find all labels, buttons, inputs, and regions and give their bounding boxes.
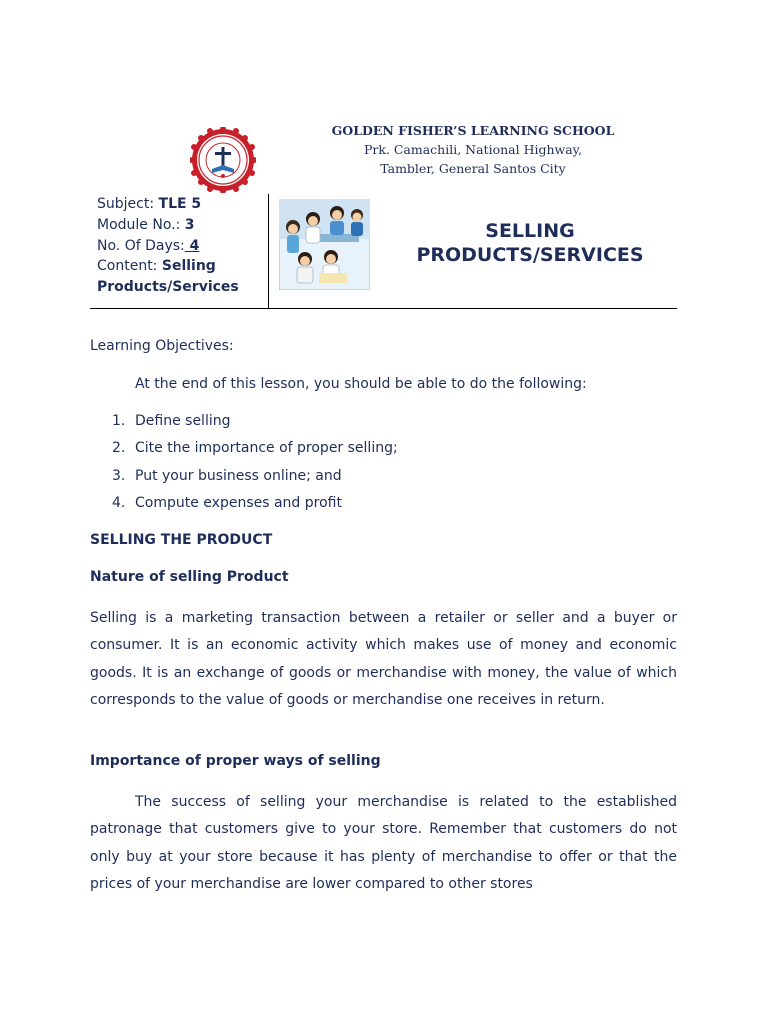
school-address-line2: Tambler, General Santos City — [380, 161, 566, 176]
content-value: Selling — [161, 258, 216, 275]
objectives-label: Learning Objectives: — [90, 338, 234, 354]
subject-value: TLE 5 — [158, 196, 202, 212]
objectives-intro: At the end of this lesson, you should be able to do the following: — [135, 376, 587, 392]
subject-row: Subject: TLE 5 — [97, 196, 202, 212]
module-title — [400, 219, 660, 267]
list-item: 2. Cite the importance of proper selling; — [112, 440, 398, 457]
module-value: 3 — [184, 216, 195, 233]
children-illustration — [279, 199, 370, 290]
school-seal-icon — [190, 127, 256, 193]
horizontal-divider — [90, 308, 677, 309]
school-name: GOLDEN FISHER’S LEARNING SCHOOL — [331, 123, 615, 138]
title-line2: PRODUCTS/SERVICES — [416, 244, 644, 266]
list-item: 3. Put your business online; and — [112, 467, 342, 484]
importance-paragraph: The success of selling your merchandise is related to the established patronage that customers give to your store. Remember that customers do not only buy at your store because it has plenty of merchandise to offer or that the prices of your merchandise are lower compared to other stores — [90, 794, 677, 892]
objectives-list — [112, 413, 398, 522]
list-item: 1. Define selling — [112, 413, 231, 429]
content-row-2: Products/Services — [97, 279, 239, 296]
days-row: No. Of Days: 4 — [97, 237, 200, 254]
school-address-line1: Prk. Camachili, National Highway, — [363, 142, 583, 157]
section-heading: SELLING THE PRODUCT — [90, 532, 273, 548]
module-row: Module No.: 3 — [97, 216, 195, 233]
school-header — [290, 122, 656, 178]
title-line1: SELLING — [485, 220, 575, 242]
vertical-divider — [268, 194, 269, 308]
selling-paragraph: Selling is a marketing transaction between a retailer or seller and a buyer or consumer. It is an economic activity which makes use of money and economic goods. It is an exchange of goods or merchandise with money, the value of which corresponds to the value of goods or merchandise one receives in return. — [90, 610, 677, 708]
section-subheading: Nature of selling Product — [90, 569, 289, 585]
importance-heading: Importance of proper ways of selling — [90, 753, 381, 769]
list-item: 4. Compute expenses and profit — [112, 494, 342, 511]
content-row: Content: Selling — [97, 258, 216, 275]
days-value: 4 — [184, 237, 200, 254]
module-info — [97, 194, 239, 298]
